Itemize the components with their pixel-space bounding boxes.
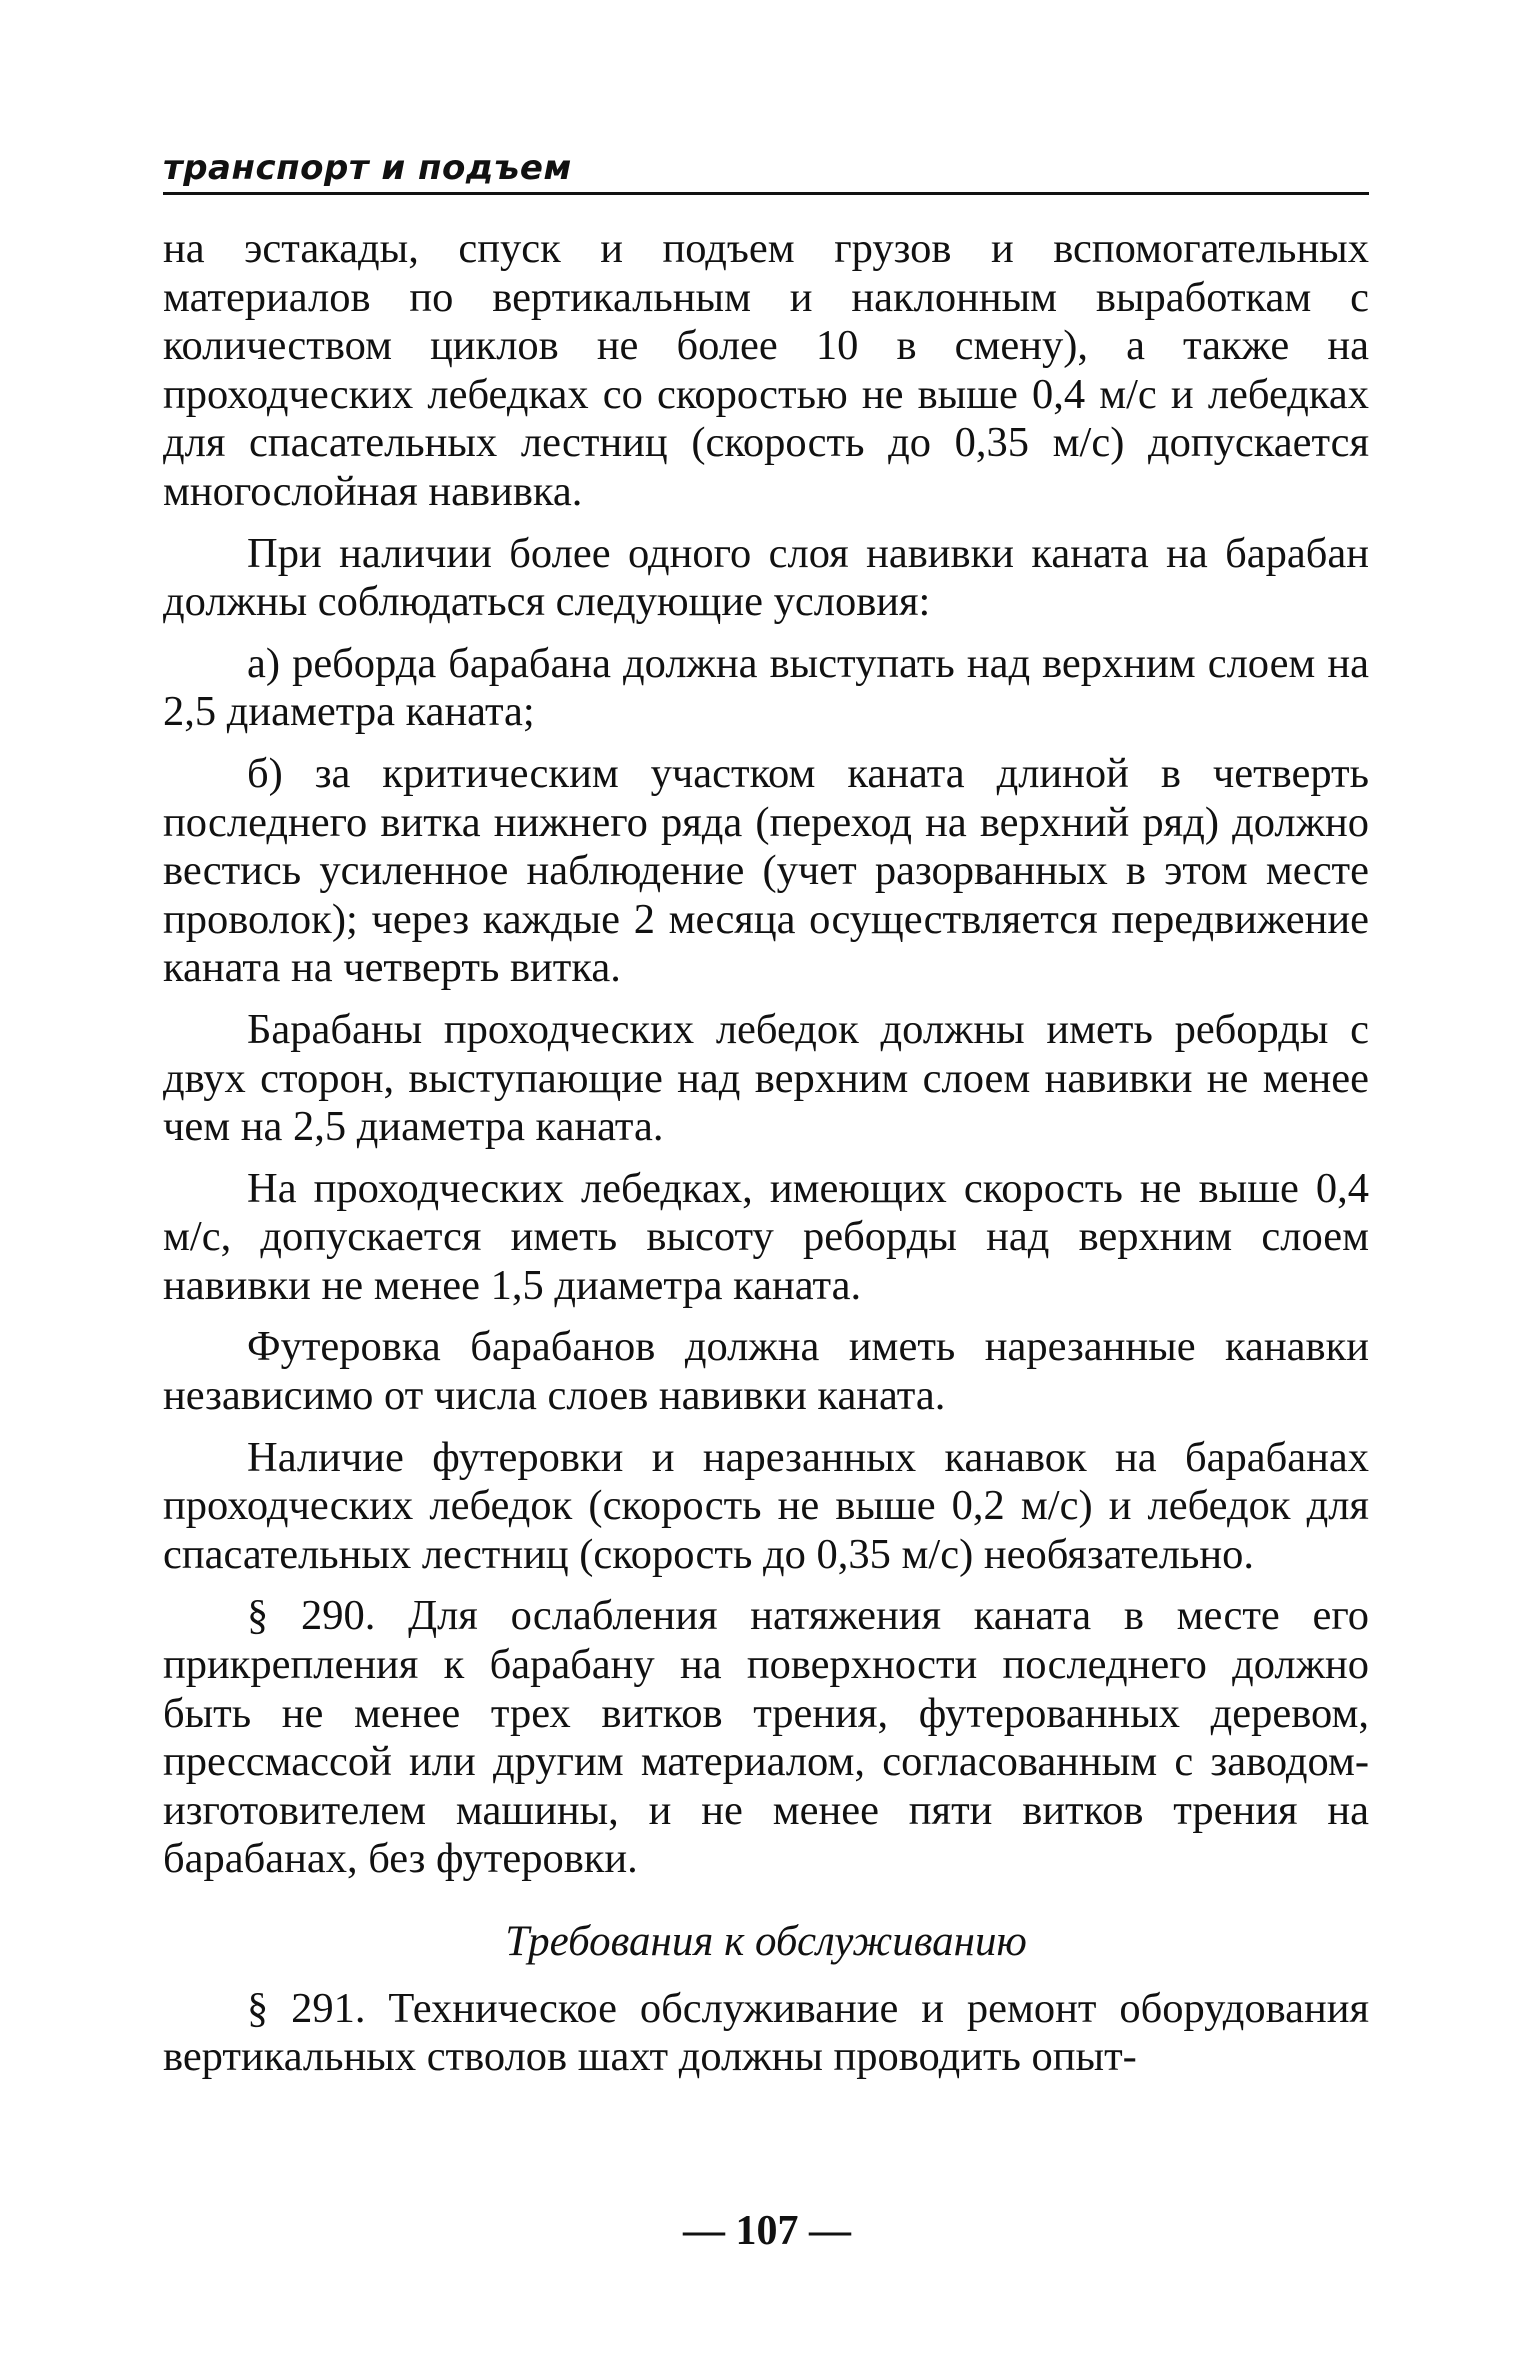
paragraph: на эстакады, спуск и подъем грузов и вспомогательных материалов по вертикальным и наклонным выработкам с количеством циклов не более 10 в смену), а также на проходческих лебедках со скоростью не выше 0,4 м/с и лебедках для спасательных лестниц (скорость до 0,35 м/с) допускается многослойная навивка. bbox=[163, 225, 1369, 515]
list-item: а) реборда барабана должна выступать над верхним слоем на 2,5 диаметра каната; bbox=[163, 639, 1369, 736]
paragraph: На проходческих лебедках, имеющих скорость не выше 0,4 м/с, допускается иметь высоту реборды над верхним слоем навивки не менее 1,5 диаметра каната. bbox=[163, 1164, 1369, 1309]
section-title: Требования к обслуживанию bbox=[505, 1918, 1027, 1965]
page-number: — 107 — bbox=[683, 2208, 851, 2254]
section-paragraph-290: § 290. Для ослабления натяжения каната в месте его прикрепления к барабану на поверхности последнего должно быть не менее трех витков трения, футерованных деревом, прессмассой или другим материалом, согласованным с заводом-изготовителем машины, и не менее пяти витков трения на барабанах, без футеровки. bbox=[163, 1592, 1369, 1883]
paragraph: Наличие футеровки и нарезанных канавок на барабанах проходческих лебедок (скорость не выше 0,2 м/с) и лебедок для спасательных лестниц (скорость до 0,35 м/с) необязательно. bbox=[163, 1433, 1369, 1578]
paragraph: При наличии более одного слоя навивки каната на барабан должны соблюдаться следующие условия: bbox=[163, 529, 1369, 626]
paragraph: Барабаны проходческих лебедок должны иметь реборды с двух сторон, выступающие над верхним слоем навивки не менее чем на 2,5 диаметра каната. bbox=[163, 1005, 1369, 1151]
body-text bbox=[163, 225, 1369, 2082]
running-head bbox=[163, 142, 1369, 195]
paragraph: Футеровка барабанов должна иметь нарезанные канавки независимо от числа слоев навивки каната. bbox=[163, 1323, 1369, 1420]
running-head-text: транспорт и подъем bbox=[163, 148, 572, 188]
list-item: б) за критическим участком каната длиной в четверть последнего витка нижнего ряда (переход на верхний ряд) должно вестись усиленное наблюдение (учет разорванных в этом месте проволок); через каждые 2 месяца осуществляется передвижение каната на четверть витка. bbox=[163, 749, 1369, 992]
book-page bbox=[163, 142, 1369, 2095]
section-paragraph-291: § 291. Техническое обслуживание и ремонт оборудования вертикальных стволов шахт должны проводить опыт- bbox=[163, 1984, 1369, 2081]
